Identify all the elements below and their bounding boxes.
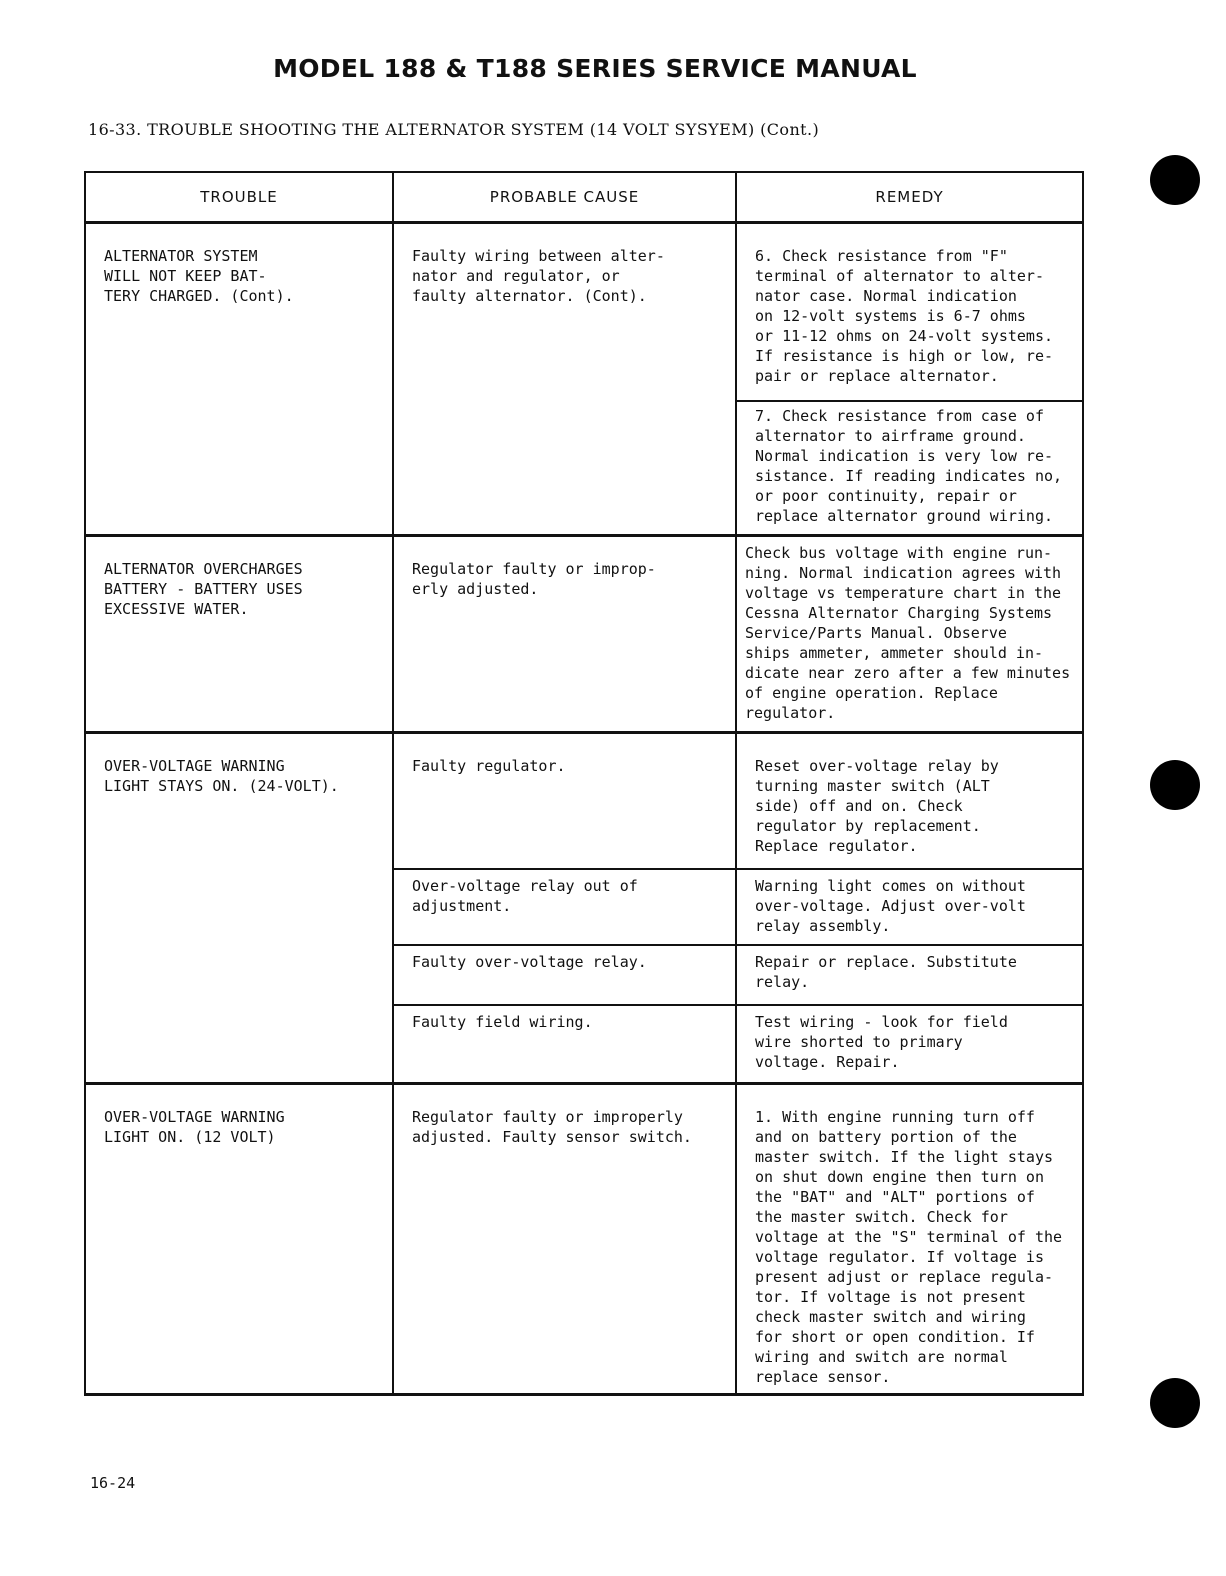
table-row	[85, 733, 1083, 870]
table-row	[85, 1084, 1083, 1395]
header-probable-cause: PROBABLE CAUSE	[393, 172, 736, 223]
troubleshooting-table	[84, 171, 1082, 1396]
binder-hole-icon	[1150, 1378, 1200, 1428]
binder-hole-icon	[1150, 155, 1200, 205]
cause-cell: Regulator faulty or improp- erly adjusted.	[412, 560, 656, 598]
cause-cell: Faulty wiring between alter- nator and regulator, or faulty alternator. (Cont).	[412, 247, 665, 305]
remedy-cell: Check bus voltage with engine run- ning. Normal indication agrees with voltage vs temperature chart in the Cessna Alternator Charging Systems Service/Parts Manual. Observe ships ammeter, ammeter should in- dicate near zero after a few minutes of engine operation. Replace regulator.	[745, 544, 1071, 722]
cause-cell: Regulator faulty or improperly adjusted. Faulty sensor switch.	[412, 1108, 692, 1146]
remedy-cell: 6. Check resistance from "F" terminal of alternator to alter- nator case. Normal indication on 12-volt systems is 6-7 ohms or 11-12 ohms on 24-volt systems. If resistance is high or low, re- pair or replace alternator.	[755, 247, 1054, 385]
table-header-row	[85, 172, 1083, 223]
header-remedy: REMEDY	[736, 172, 1083, 223]
trouble-cell: ALTERNATOR OVERCHARGES BATTERY - BATTERY USES EXCESSIVE WATER.	[104, 560, 303, 618]
table-row	[85, 536, 1083, 733]
header-trouble: TROUBLE	[85, 172, 393, 223]
page-number: 16-24	[90, 1474, 136, 1492]
cause-cell: Faulty over-voltage relay.	[412, 953, 647, 971]
trouble-cell: ALTERNATOR SYSTEM WILL NOT KEEP BAT- TERY CHARGED. (Cont).	[104, 247, 294, 305]
cause-cell: Over-voltage relay out of adjustment.	[412, 877, 638, 915]
trouble-cell: OVER-VOLTAGE WARNING LIGHT STAYS ON. (24-VOLT).	[104, 757, 339, 795]
remedy-cell: 7. Check resistance from case of alternator to airframe ground. Normal indication is very low re- sistance. If reading indicates no, or poor continuity, repair or replace alternator ground wiring.	[755, 407, 1063, 525]
table-row	[85, 223, 1083, 402]
cause-cell: Faulty regulator.	[412, 757, 566, 775]
trouble-cell: OVER-VOLTAGE WARNING LIGHT ON. (12 VOLT)	[104, 1108, 285, 1146]
remedy-cell: Test wiring - look for field wire shorted to primary voltage. Repair.	[755, 1013, 1008, 1071]
remedy-cell: Warning light comes on without over-voltage. Adjust over-volt relay assembly.	[755, 877, 1026, 935]
remedy-cell: Repair or replace. Substitute relay.	[755, 953, 1017, 991]
cause-cell: Faulty field wiring.	[412, 1013, 593, 1031]
remedy-cell: 1. With engine running turn off and on battery portion of the master switch. If the light stays on shut down engine then turn on the "BAT" and "ALT" portions of the master switch. Check for voltage at the "S" terminal of the voltage regulator. If voltage is present adjust or replace regula- tor. If voltage is not present check master switch and wiring for short or open condition. If wiring and switch are normal replace sensor.	[755, 1108, 1063, 1386]
page-title: MODEL 188 & T188 SERIES SERVICE MANUAL	[273, 54, 917, 83]
remedy-cell: Reset over-voltage relay by turning master switch (ALT side) off and on. Check regulator by replacement. Replace regulator.	[755, 757, 999, 855]
section-heading: 16-33. TROUBLE SHOOTING THE ALTERNATOR SYSTEM (14 VOLT SYSYEM) (Cont.)	[88, 120, 820, 139]
binder-hole-icon	[1150, 760, 1200, 810]
